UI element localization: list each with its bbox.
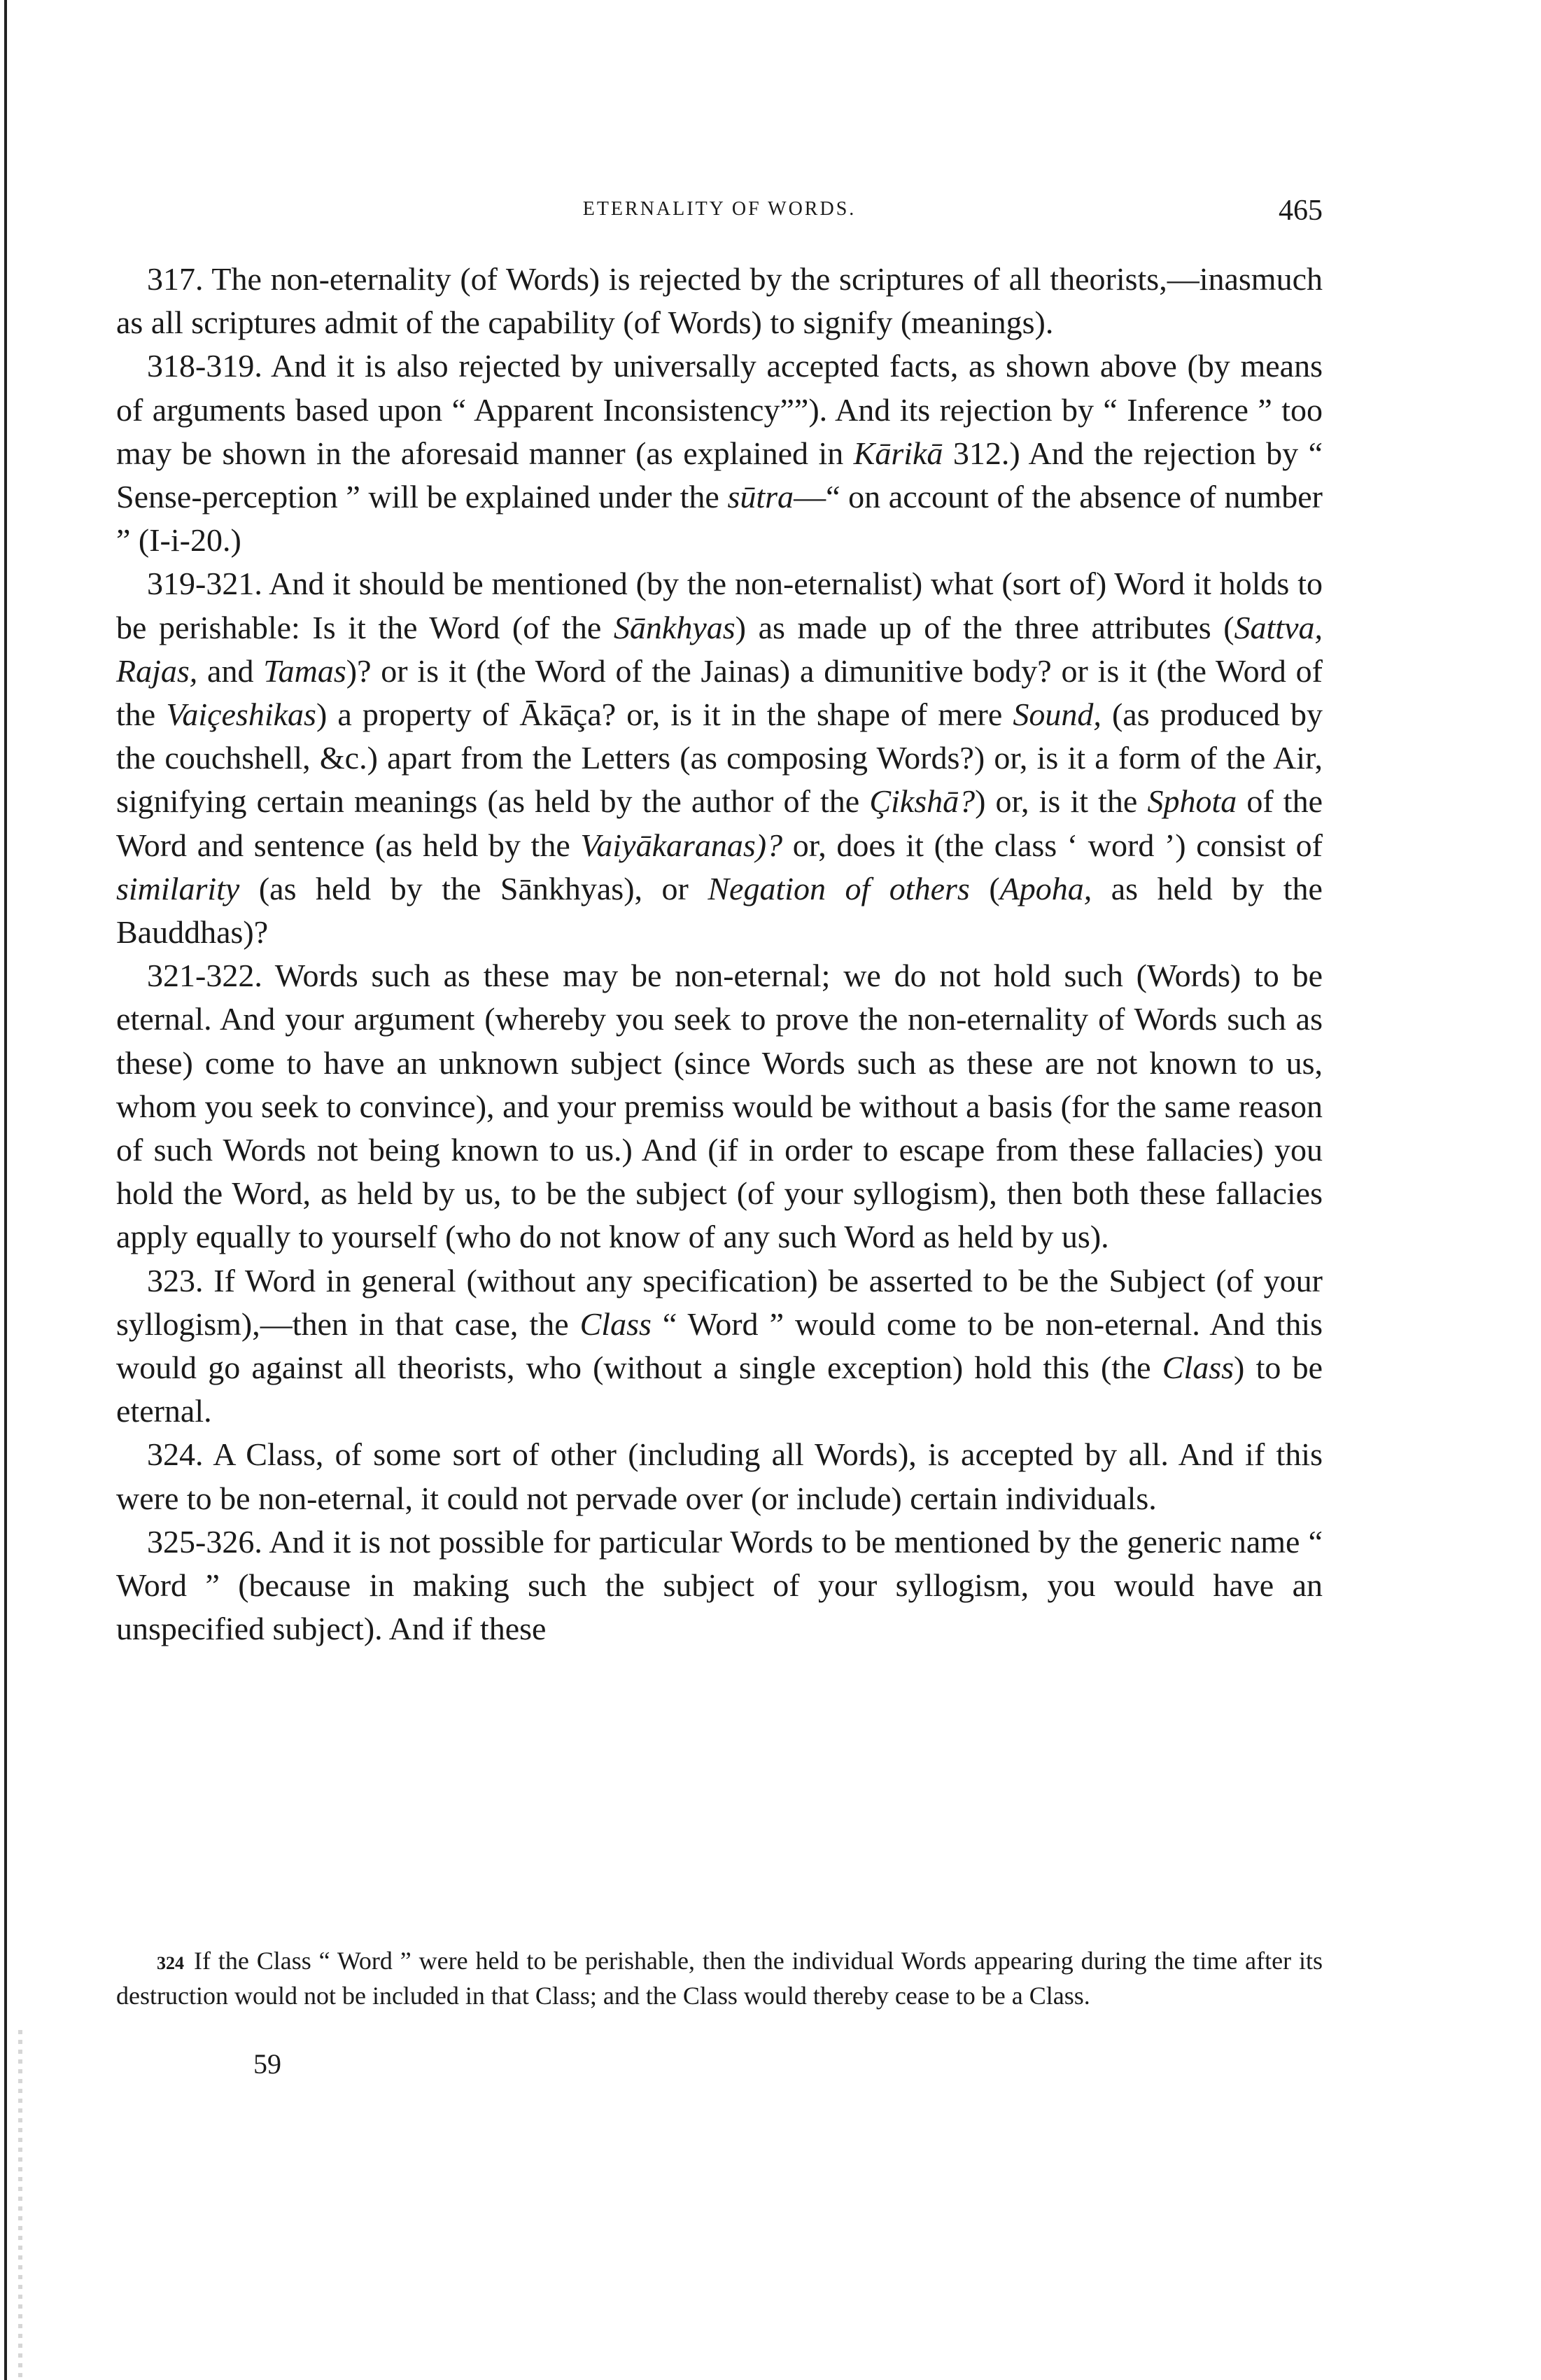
paragraph-323: 323. If Word in general (without any specification) be asserted to be the Subject (of your syllogism),—then in that case, the Class “ Word ” would come to be non-eternal. And this would go against all theorists, who (without a single exception) hold this (the Class) to be eternal.	[116, 1262, 1323, 1429]
paragraph-317: 317. The non-eternality (of Words) is rejected by the scriptures of all theorists,—inasmuch as all scriptures admit of the capability (of Words) to signify (meanings).	[116, 261, 1323, 341]
paragraph-318-319: 318-319. And it is also rejected by universally accepted facts, as shown above (by means of arguments based upon “ Apparent Inconsistency””). And its rejection by “ Inference ” too may be shown in the aforesaid manner (as explained in Kārikā 312.) And the rejection by “ Sense-perception ” will be explained under the sūtra—“ on account of the absence of number ” (I-i-20.)	[116, 348, 1323, 559]
paragraph-319-321: 319-321. And it should be mentioned (by the non-eternalist) what (sort of) Word it holds to be perishable: Is it the Word (of the Sānkhyas) as made up of the three attributes (Sattva, Rajas, and Tamas)? or is it (the Word of the Jainas) a dimunitive body? or is it (the Word of the Vaiçeshikas) a property of Ākāça? or, is it in the shape of mere Sound, (as produced by the couchshell, &c.) apart from the Letters (as composing Words?) or, is it a form of the Air, signifying certain meanings (as held by the author of the Çikshā?) or, is it the Sphota of the Word and sentence (as held by the Vaiyākaranas)? or, does it (the class ‘ word ’) consist of similarity (as held by the Sānkhyas), or Negation of others (Apoha, as held by the Bauddhas)?	[116, 566, 1323, 951]
page-edge-rule	[4, 0, 7, 2380]
footnote	[116, 1945, 1323, 2012]
paragraph-324: 324. A Class, of some sort of other (including all Words), is accepted by all. And if this were to be non-eternal, it could not pervade over (or include) certain individuals.	[116, 1436, 1323, 1516]
signature-mark: 59	[253, 2048, 281, 2080]
running-head	[116, 195, 1323, 233]
paragraph-321-322: 321-322. Words such as these may be non-eternal; we do not hold such (Words) to be eternal. And your argument (whereby you seek to prove the non-eternality of Words such as these) come to have an unknown subject (since Words such as these are not known to us, whom you seek to convince), and your premiss would be without a basis (for the same reason of such Words not being known to us.) And (if in order to escape from these fallacies) you hold the Word, as held by us, to be the subject (of your syllogism), then both these fallacies apply equally to yourself (who do not know of any such Word as held by us).	[116, 958, 1323, 1255]
running-title: ETERNALITY OF WORDS.	[582, 198, 857, 220]
binding-shadow	[18, 2030, 22, 2380]
footnote-number: 324	[157, 1953, 184, 1973]
body-text	[116, 258, 1323, 1651]
page-number: 465	[1279, 195, 1323, 227]
paragraph-325-326: 325-326. And it is not possible for particular Words to be mentioned by the generic name “ Word ” (because in making such the subject of your syllogism, you would have an unspecified subject). And if these	[116, 1523, 1323, 1647]
footnote-text: If the Class “ Word ” were held to be perishable, then the individual Words appearing during the time after its destruction would not be included in that Class; and the Class would thereby cease to be a Class.	[116, 1947, 1323, 2010]
